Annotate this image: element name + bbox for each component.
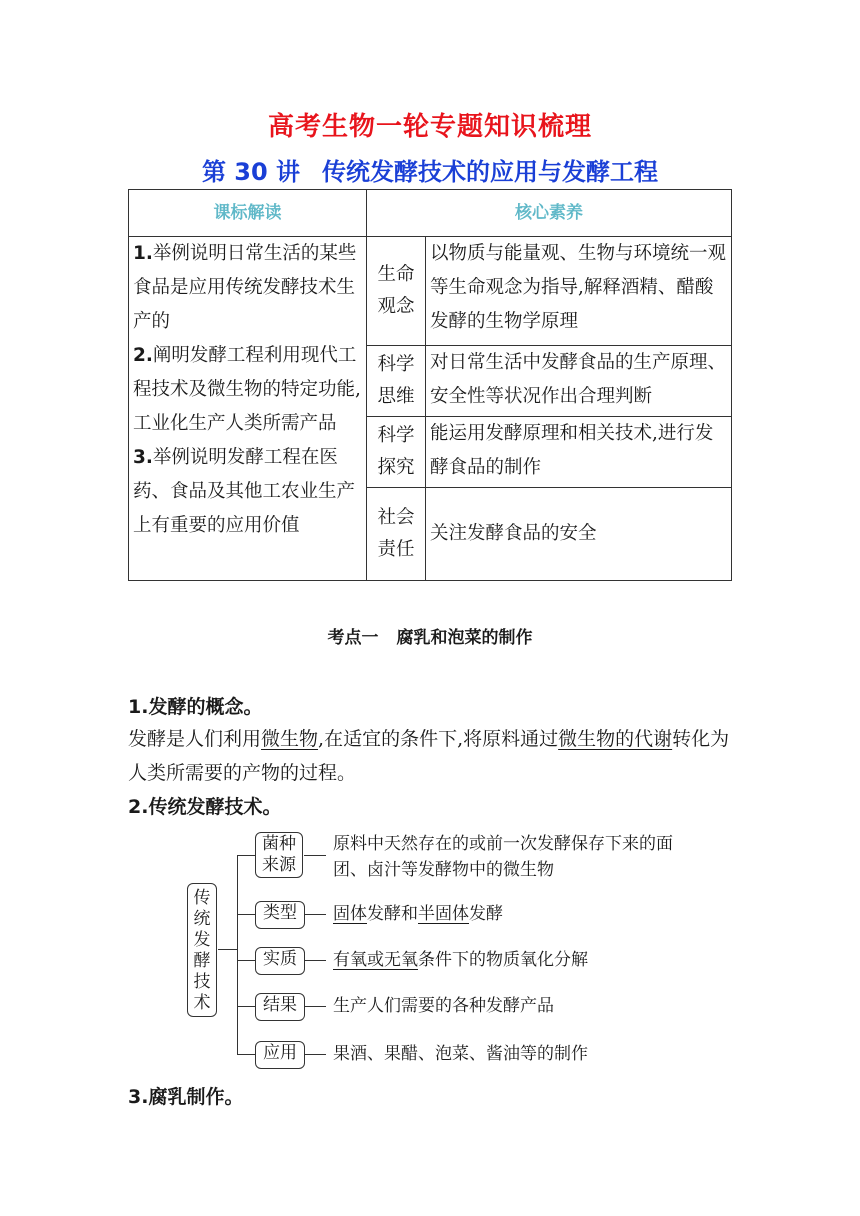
connector	[304, 960, 326, 961]
branch-text-result: 生产人们需要的各种发酵产品	[333, 996, 554, 1016]
objective-2: 2.阐明发酵工程利用现代工程技术及微生物的特定功能,工业化生产人类所需产品	[133, 345, 361, 434]
table-header-row	[129, 190, 732, 237]
connector	[304, 1006, 326, 1007]
branch-box-type: 类型	[255, 901, 305, 929]
literacy-desc: 以物质与能量观、生物与环境统一观等生命观念为指导,解释酒精、醋酸发酵的生物学原理	[426, 237, 732, 346]
connector	[218, 949, 238, 950]
connector	[237, 960, 255, 961]
item1-heading: 1.发酵的概念。	[128, 696, 263, 718]
diagram-root: 传统发酵技术	[187, 883, 217, 1017]
item2-heading: 2.传统发酵技术。	[128, 796, 282, 818]
literacy-label: 科学思维	[367, 346, 426, 417]
literacy-label: 科学探究	[367, 417, 426, 488]
section-heading: 考点一 腐乳和泡菜的制作	[327, 628, 533, 648]
branch-text-source: 原料中天然存在的或前一次发酵保存下来的面团、卤汁等发酵物中的微生物	[333, 834, 673, 880]
branch-text-essence: 有氧或无氧条件下的物质氧化分解	[333, 950, 588, 970]
blank-answer: 微生物的代谢	[558, 728, 673, 750]
branch-box-result: 结果	[255, 993, 305, 1021]
item1-paragraph: 发酵是人们利用微生物,在适宜的条件下,将原料通过微生物的代谢转化为人类所需要的产物的过程。	[128, 728, 730, 784]
standards-table	[128, 189, 732, 581]
branch-box-essence: 实质	[255, 947, 305, 975]
literacy-desc: 对日常生活中发酵食品的生产原理、安全性等状况作出合理判断	[426, 346, 732, 417]
objective-1: 1.举例说明日常生活的某些食品是应用传统发酵技术生产的	[133, 243, 357, 332]
connector	[237, 1006, 255, 1007]
connector	[304, 914, 326, 915]
literacy-desc: 能运用发酵原理和相关技术,进行发酵食品的制作	[426, 417, 732, 488]
branch-box-application: 应用	[255, 1041, 305, 1069]
page-title: 高考生物一轮专题知识梳理	[267, 112, 592, 142]
connector	[237, 914, 255, 915]
connector	[237, 855, 238, 1055]
literacy-label: 生命观念	[367, 237, 426, 346]
branch-text-application: 果酒、果醋、泡菜、酱油等的制作	[333, 1044, 588, 1064]
item3-heading: 3.腐乳制作。	[128, 1086, 244, 1108]
blank-answer: 微生物	[261, 728, 319, 750]
literacy-label: 社会责任	[367, 488, 426, 581]
branch-box-source: 菌种来源	[255, 832, 303, 878]
header-literacy: 核心素养	[367, 190, 732, 237]
lecture-subtitle: 传统发酵技术的应用与发酵工程	[322, 158, 659, 186]
connector	[237, 1054, 255, 1055]
literacy-desc: 关注发酵食品的安全	[426, 488, 732, 581]
table-row	[129, 237, 732, 346]
objectives-cell	[129, 237, 367, 581]
connector	[304, 1054, 326, 1055]
connector	[304, 855, 326, 856]
connector	[237, 855, 255, 856]
header-standards: 课标解读	[129, 190, 367, 237]
objective-3: 3.举例说明发酵工程在医药、食品及其他工农业生产上有重要的应用价值	[133, 447, 356, 536]
lecture-number: 第 30 讲	[201, 158, 301, 186]
branch-text-type: 固体发酵和半固体发酵	[333, 904, 503, 924]
lecture-title	[0, 152, 860, 187]
